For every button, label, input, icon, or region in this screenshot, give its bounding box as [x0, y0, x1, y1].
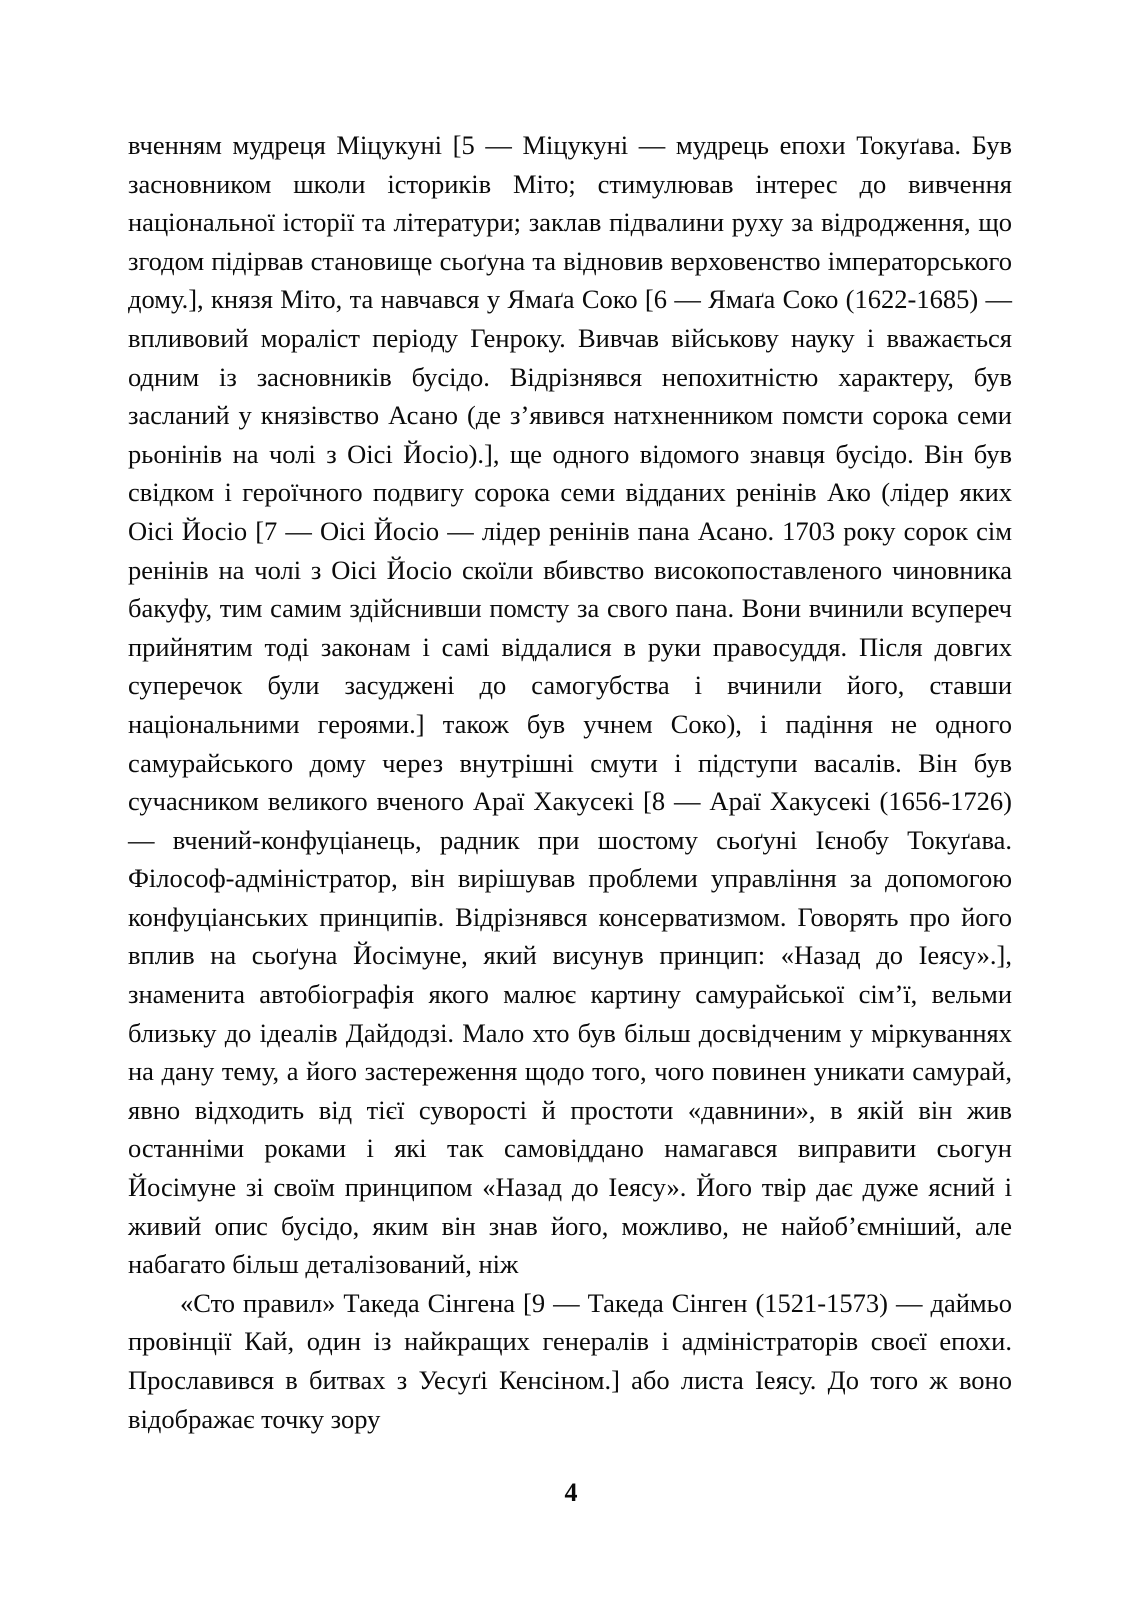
page-text-body — [128, 126, 1012, 1438]
page-number: 4 — [564, 1478, 578, 1507]
paragraph-continuation: вченням мудреця Міцукуні [5 — Міцукуні — мудрець епохи Токуґава. Був засновником школи істориків Міто; стимулював інтерес до вивчення національної історії та літератури; заклав підвалини руху за відродження, що згодом підірвав становище сьоґуна та відновив верховенство імператорського дому.], князя Міто, та навчався у Ямаґа Соко [6 — Ямаґа Соко (1622-1685) — впливовий мораліст періоду Генроку. Вивчав військову науку і вважається одним із засновників бусідо. Відрізнявся непохитністю характеру, був засланий у князівство Асано (де з’явився натхненником помсти сорока семи рьонінів на чолі з Оісі Йосіо).], ще одного відомого знавця бусідо. Він був свідком і героїчного подвигу сорока семи відданих ренінів Ако (лідер яких Оісі Йосіо [7 — Оісі Йосіо — лідер ренінів пана Асано. 1703 року сорок сім ренінів на чолі з Оісі Йосіо скоїли вбивство високопоставленого чиновника бакуфу, тим самим здійснивши помсту за свого пана. Вони вчинили всупереч прийнятим тоді законам і самі віддалися в руки правосуддя. Після довгих суперечок були засуджені до самогубства і вчинили його, ставши національними героями.] також був учнем Соко), і падіння не одного самурайського дому через внутрішні смути і підступи васалів. Він був сучасником великого вченого Араї Хакусекі [8 — Араї Хакусекі (1656-1726) — вчений-конфуціанець, радник при шостому сьоґуні Ієнобу Токуґава. Філософ-адміністратор, він вирішував проблеми управління за допомогою конфуціанських принципів. Відрізнявся консерватизмом. Говорять про його вплив на сьоґуна Йосімуне, який висунув принцип: «Назад до Іеясу».], знаменита автобіографія якого малює картину самурайської сім’ї, вельми близьку до ідеалів Дайдодзі. Мало хто був більш досвідченим у міркуваннях на дану тему, а його застереження щодо того, чого повинен уникати самурай, явно відходить від тієї суворості й простоти «давнини», в якій він жив останніми роками і які так самовіддано намагався виправити сьогун Йосімуне зі своїм принципом «Назад до Іеясу». Його твір дає дуже ясний і живий опис бусідо, яким він знав його, можливо, не найоб’ємніший, але набагато більш деталізований, ніж — [128, 130, 1012, 1280]
paragraph-takeda-shingen: «Сто правил» Такеда Сінгена [9 — Такеда Сінген (1521-1573) — даймьо провінції Кай, один із найкращих генералів і адміністраторів своєї епохи. Прославився в битвах з Уесуґі Кенсіном.] або листа Іеясу. До того ж воно відображає точку зору — [128, 1287, 1012, 1434]
